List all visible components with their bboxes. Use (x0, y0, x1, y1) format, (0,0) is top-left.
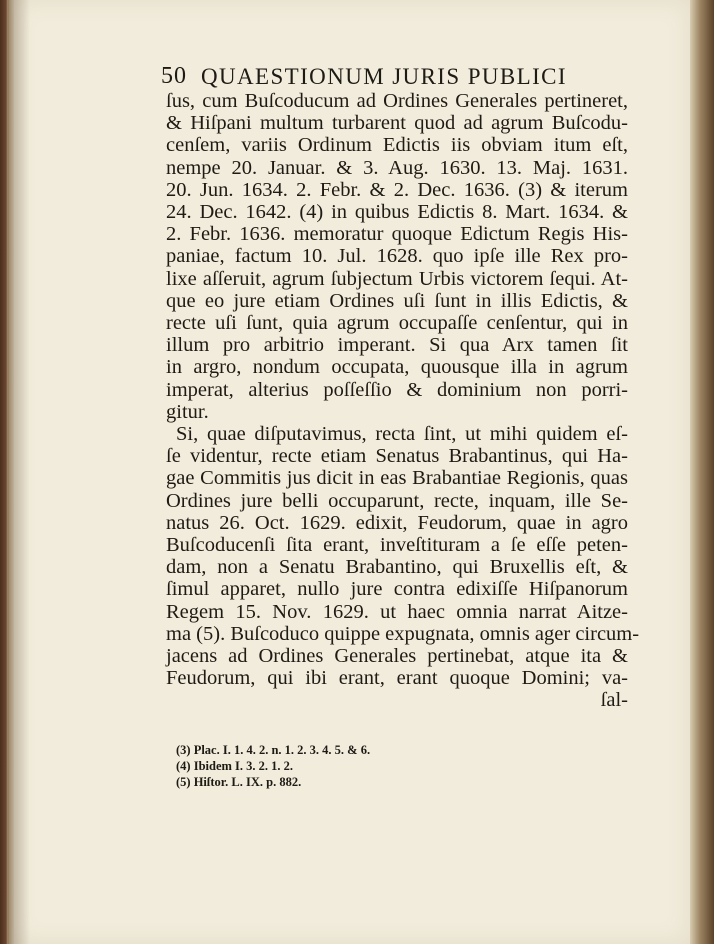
text-line: imperat, alterius poſſeſſio & dominium non porri- (166, 378, 628, 401)
text-line: 20. Jun. 1634. 2. Febr. & 2. Dec. 1636. (3) & iterum (166, 178, 628, 201)
paragraph-start-line: Si, quae diſputavimus, recta ſint, ut mihi quidem eſ- (176, 423, 628, 446)
text-line: Buſcoducenſi ſita erant, inveſtituram a ſe eſſe peten- (166, 534, 628, 557)
running-head-title: QUAESTIONUM JURIS PUBLICI (201, 64, 567, 89)
paragraph-end-line: gitur. (166, 400, 209, 423)
text-line: Feudorum, qui ibi erant, erant quoque Domini; va- (166, 667, 628, 690)
text-line: 24. Dec. 1642. (4) in quibus Edictis 8. Mart. 1634. & (166, 201, 628, 224)
text-line: ma (5). Buſcoduco quippe expugnata, omnis ager circum- (166, 622, 640, 645)
text-line: recte uſi ſunt, quia agrum occupaſſe cenſentur, qui in (166, 312, 628, 335)
footnote: (3) Plac. I. 1. 4. 2. n. 1. 2. 3. 4. 5. & 6. (176, 743, 371, 757)
text-line: que eo jure etiam Ordines uſi ſunt in illis Edictis, & (166, 289, 628, 312)
text-line: 2. Febr. 1636. memoratur quoque Edictum Regis His- (166, 223, 628, 246)
text-line: dam, non a Senatu Brabantino, qui Bruxellis eſt, & (166, 556, 628, 579)
footnote: (4) Ibidem I. 3. 2. 1. 2. (176, 759, 294, 773)
text-line: & Hiſpani multum turbarent quod ad agrum Buſcodu- (166, 112, 628, 135)
footnote: (5) Hiſtor. L. IX. p. 882. (176, 775, 302, 789)
text-line: Ordines jure belli occuparunt, recte, inquam, ille Se- (166, 489, 628, 512)
text-line: ſe videntur, recte etiam Senatus Brabantinus, qui Ha- (166, 445, 628, 468)
text-line: cenſem, variis Ordinum Edictis iis obviam itum eſt, (166, 134, 628, 157)
text-line: ſimul apparet, nullo jure contra edixiſſe Hiſpanorum (166, 578, 628, 601)
spine-shadow (8, 0, 30, 944)
page-number: 50 (161, 63, 187, 89)
footnotes (176, 742, 496, 790)
text-line: Regem 15. Nov. 1629. ut haec omnia narrat Aitze- (166, 600, 628, 623)
text-line: paniae, factum 10. Jul. 1628. quo ipſe ille Rex pro- (166, 245, 628, 268)
body-text (166, 90, 640, 712)
text-line: in argro, nondum occupata, quousque illa in agrum (166, 356, 628, 379)
text-line: jacens ad Ordines Generales pertinebat, atque ita & (166, 645, 628, 668)
text-line: nempe 20. Januar. & 3. Aug. 1630. 13. Maj. 1631. (166, 156, 628, 179)
running-head (161, 60, 629, 90)
text-line: illum pro arbitrio imperant. Si qua Arx tamen ſit (166, 334, 628, 357)
text-line: natus 26. Oct. 1629. edixit, Feudorum, quae in agro (166, 511, 628, 534)
text-line: ſus, cum Buſcoducum ad Ordines Generales pertineret, (166, 90, 628, 112)
catchword: ſal- (600, 689, 628, 712)
text-line: lixe aſſeruit, agrum ſubjectum Urbis victorem ſequi. At- (166, 267, 628, 290)
text-line: gae Commitis jus dicit in eas Brabantiae Regionis, quas (166, 467, 628, 490)
